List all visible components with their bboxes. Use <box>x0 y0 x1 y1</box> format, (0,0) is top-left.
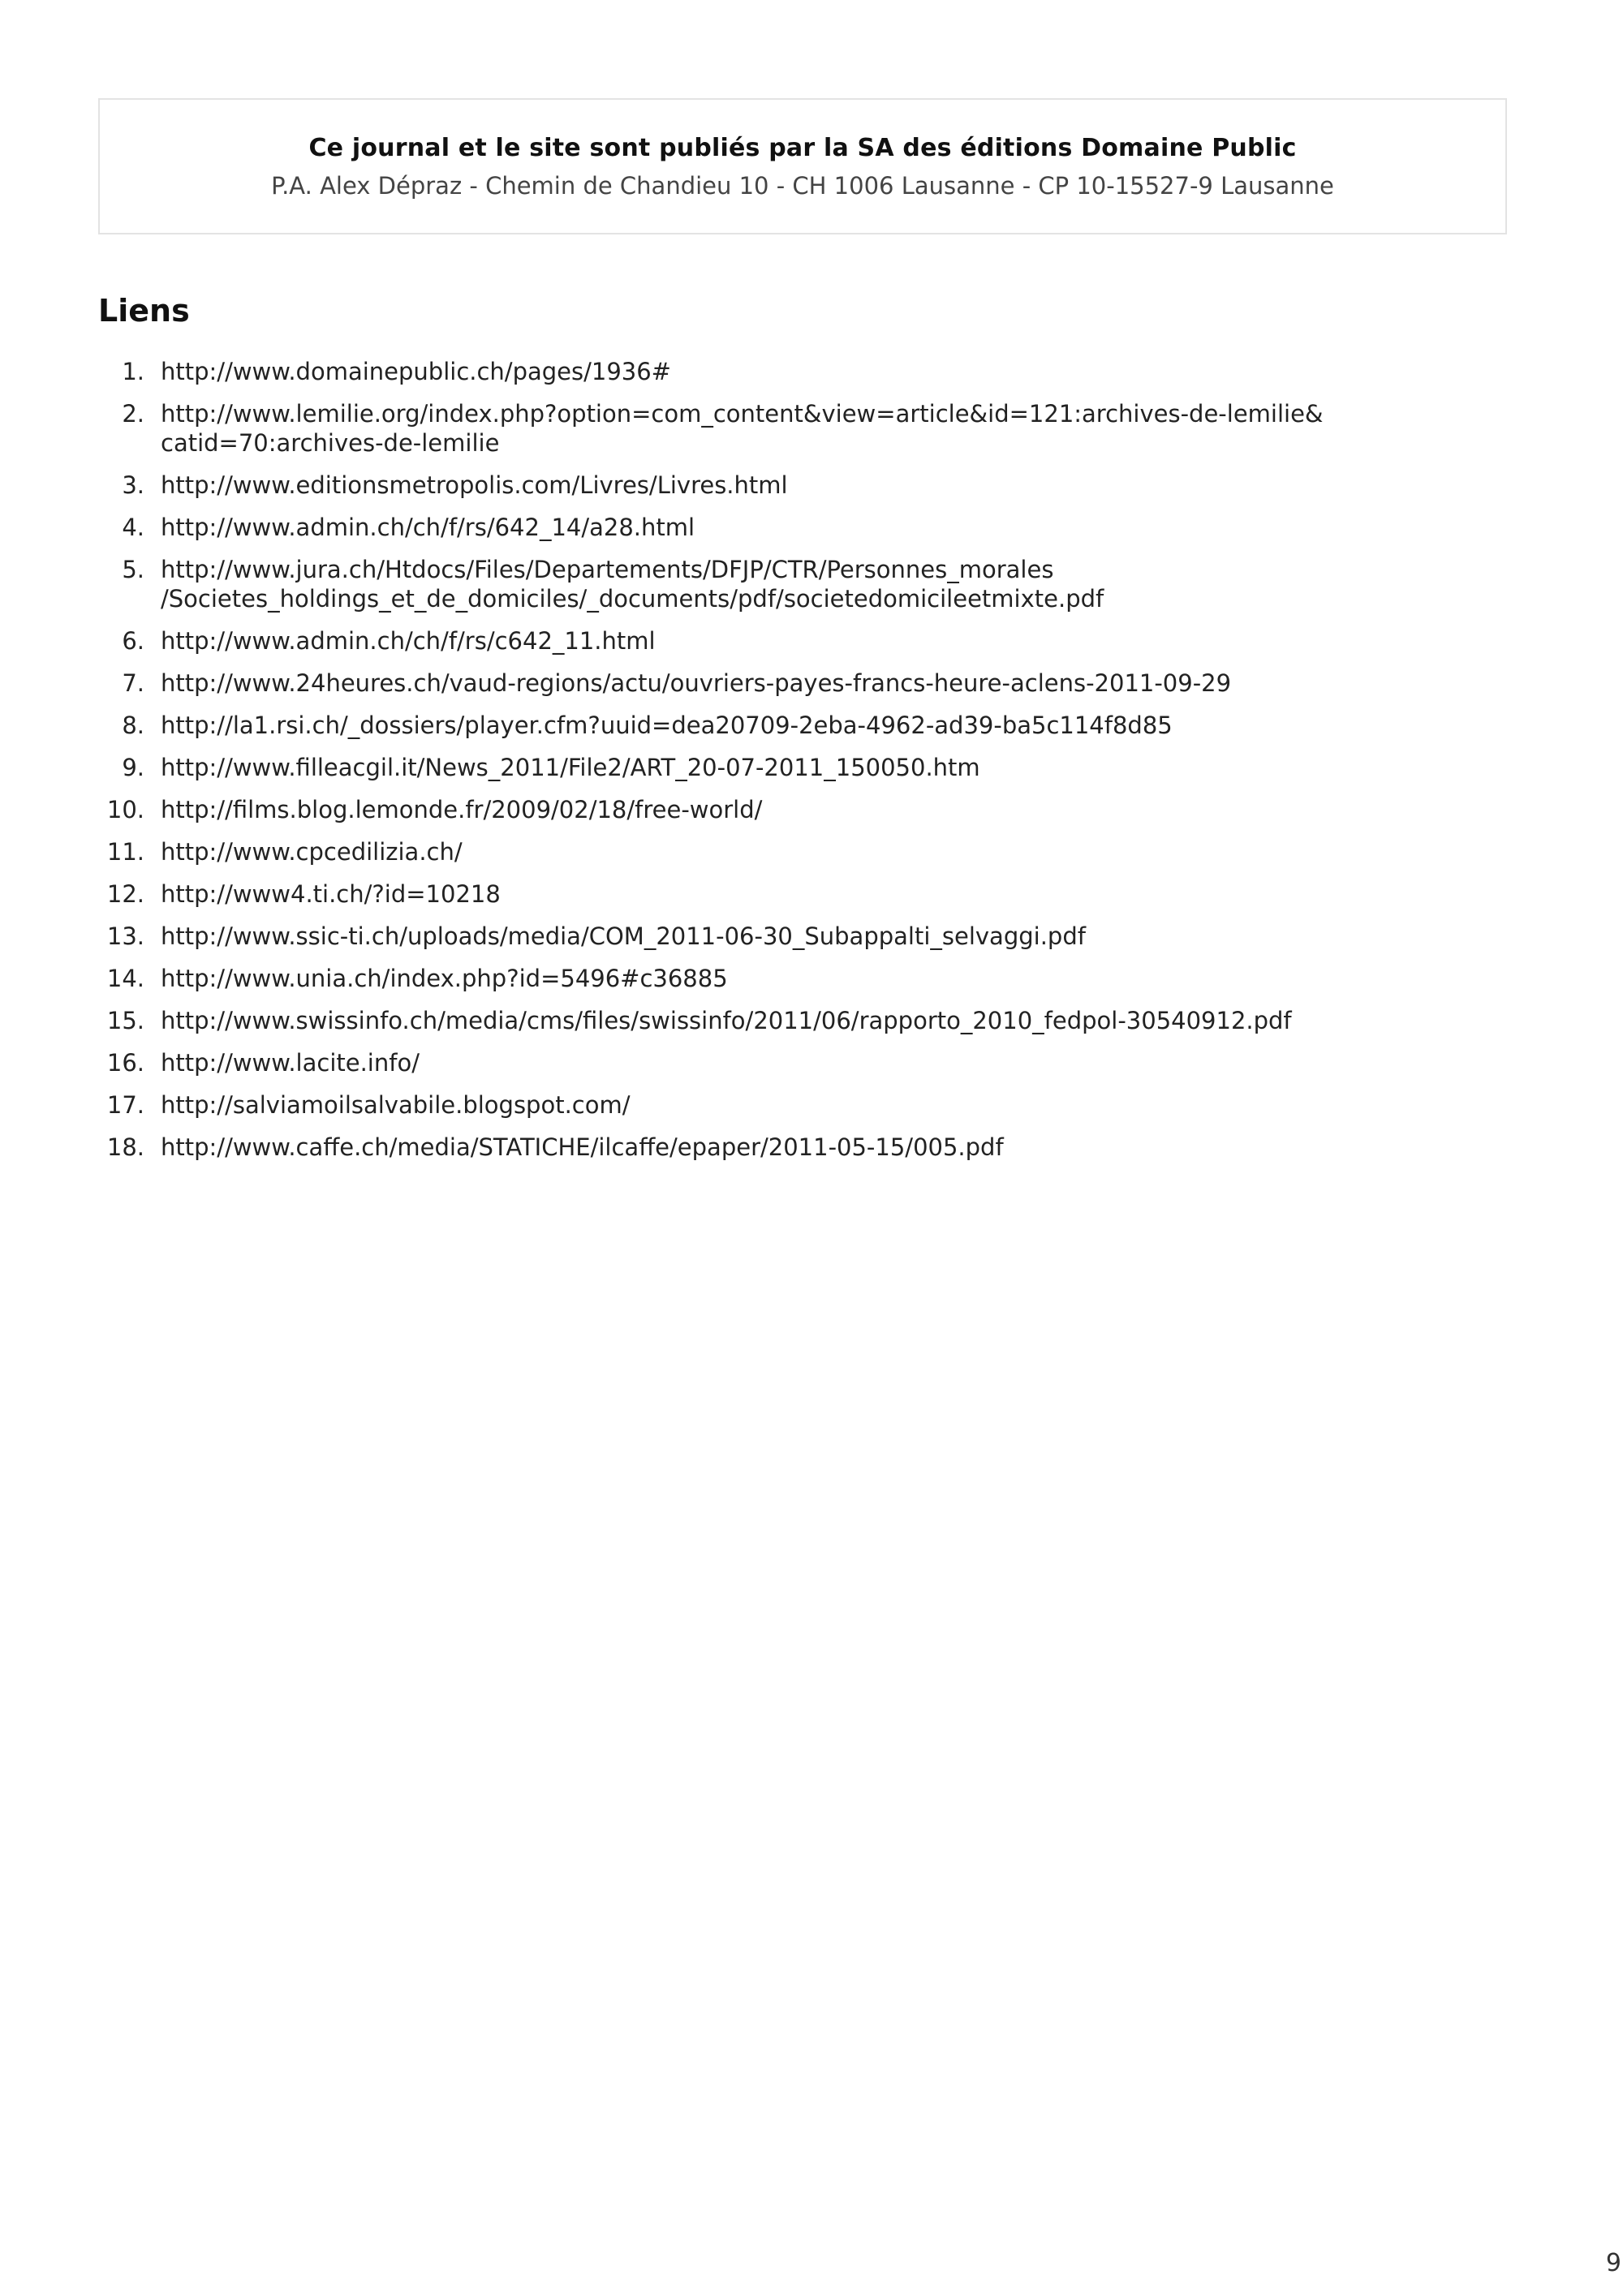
link-url[interactable]: http://salviamoilsalvabile.blogspot.com/ <box>161 1091 631 1119</box>
link-url[interactable]: http://www.jura.ch/Htdocs/Files/Departements/DFJP/CTR/Personnes_morales /Societes_holdings_et_de_domiciles/_documents/pdf/societedomicileetmixte.pdf <box>161 556 1104 613</box>
link-url[interactable]: http://www.admin.ch/ch/f/rs/642_14/a28.html <box>161 514 695 541</box>
link-number: 8. <box>122 712 144 739</box>
link-number: 11. <box>106 838 144 866</box>
list-item <box>98 513 1510 542</box>
page-number: 9 <box>1605 2249 1621 2277</box>
link-url[interactable]: http://www.caffe.ch/media/STATICHE/ilcaffe/epaper/2011-05-15/005.pdf <box>161 1133 1004 1161</box>
link-url[interactable]: http://www.admin.ch/ch/f/rs/c642_11.html <box>161 627 656 655</box>
link-number: 18. <box>106 1133 144 1161</box>
list-item <box>98 626 1510 656</box>
list-item <box>98 964 1510 993</box>
link-number: 17. <box>106 1091 144 1119</box>
link-number: 2. <box>122 400 144 428</box>
link-number: 14. <box>106 965 144 992</box>
link-number: 15. <box>106 1007 144 1034</box>
list-item <box>98 669 1510 698</box>
list-item <box>98 399 1510 458</box>
link-url[interactable]: http://la1.rsi.ch/_dossiers/player.cfm?uuid=dea20709-2eba-4962-ad39-ba5c114f8d85 <box>161 712 1173 739</box>
list-item <box>98 711 1510 740</box>
link-url[interactable]: http://www.filleacgil.it/News_2011/File2/ART_20-07-2011_150050.htm <box>161 754 980 781</box>
link-url[interactable]: http://www.cpcedilizia.ch/ <box>161 838 463 866</box>
link-number: 1. <box>122 358 144 385</box>
publisher-title: Ce journal et le site sont publiés par la SA des éditions Domaine Public <box>308 134 1297 162</box>
link-number: 3. <box>122 471 144 499</box>
link-number: 7. <box>122 669 144 697</box>
link-url[interactable]: http://www.swissinfo.ch/media/cms/files/swissinfo/2011/06/rapporto_2010_fedpol-30540912.pdf <box>161 1007 1292 1034</box>
link-url[interactable]: http://www.unia.ch/index.php?id=5496#c36885 <box>161 965 728 992</box>
publisher-address: P.A. Alex Dépraz - Chemin de Chandieu 10 - CH 1006 Lausanne - CP 10-15527-9 Lausanne <box>271 172 1334 200</box>
list-item <box>98 922 1510 951</box>
list-item <box>98 879 1510 909</box>
link-number: 4. <box>122 514 144 541</box>
link-url[interactable]: http://www.ssic-ti.ch/uploads/media/COM_2011-06-30_Subappalti_selvaggi.pdf <box>161 922 1086 950</box>
links-heading: Liens <box>98 293 190 329</box>
links-list <box>98 357 1510 1175</box>
link-url[interactable]: http://www4.ti.ch/?id=10218 <box>161 880 501 908</box>
list-item <box>98 1006 1510 1035</box>
list-item <box>98 753 1510 782</box>
link-url[interactable]: http://films.blog.lemonde.fr/2009/02/18/free-world/ <box>161 796 763 823</box>
list-item <box>98 1090 1510 1120</box>
link-url[interactable]: http://www.domainepublic.ch/pages/1936# <box>161 358 671 385</box>
list-item <box>98 1133 1510 1162</box>
link-number: 5. <box>122 556 144 583</box>
link-url[interactable]: http://www.lacite.info/ <box>161 1049 420 1077</box>
link-number: 12. <box>106 880 144 908</box>
list-item <box>98 471 1510 500</box>
link-number: 6. <box>122 627 144 655</box>
list-item <box>98 555 1510 613</box>
link-number: 10. <box>106 796 144 823</box>
list-item <box>98 357 1510 386</box>
link-number: 9. <box>122 754 144 781</box>
publisher-box <box>98 98 1507 234</box>
link-number: 16. <box>106 1049 144 1077</box>
list-item <box>98 1048 1510 1077</box>
link-url[interactable]: http://www.24heures.ch/vaud-regions/actu/ouvriers-payes-francs-heure-aclens-2011-09-29 <box>161 669 1232 697</box>
list-item <box>98 795 1510 824</box>
list-item <box>98 837 1510 866</box>
link-number: 13. <box>106 922 144 950</box>
link-url[interactable]: http://www.lemilie.org/index.php?option=com_content&view=article&id=121:archives-de-lemilie& catid=70:archives-de-lemilie <box>161 400 1324 457</box>
link-url[interactable]: http://www.editionsmetropolis.com/Livres/Livres.html <box>161 471 788 499</box>
